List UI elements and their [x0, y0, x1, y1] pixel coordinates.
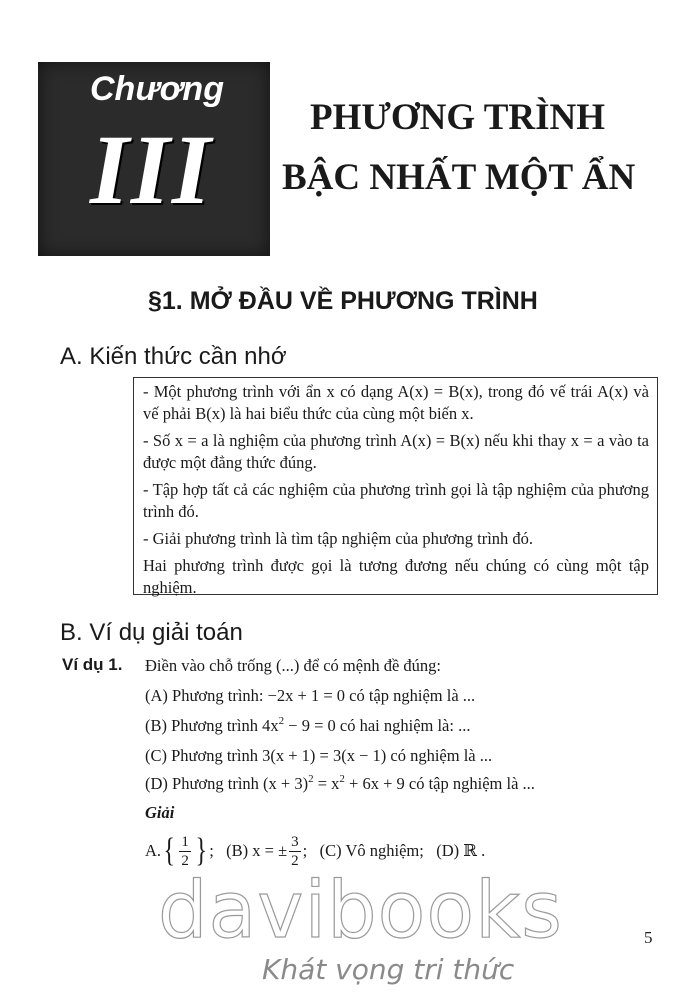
option-a: (A) Phương trình: −2x + 1 = 0 có tập nghiệm là ...: [145, 686, 476, 705]
chapter-title-line1: PHƯƠNG TRÌNH: [310, 97, 605, 138]
answer-b-fraction: $\frac{3}{2}$: [291, 833, 299, 869]
example-prompt: Điền vào chỗ trống (...) để có mệnh đề đúng:: [145, 656, 442, 675]
page-number: 5: [644, 928, 653, 947]
chapter-badge: [38, 62, 270, 256]
solution-label: Giải: [145, 803, 175, 822]
knowledge-item: - Giải phương trình là tìm tập nghiệm của phương trình đó.: [143, 529, 534, 548]
heading-knowledge: A. Kiến thức cần nhớ: [60, 343, 287, 370]
knowledge-item: Hai phương trình được gọi là tương đương nếu chúng có cùng một tập nghiệm.: [143, 556, 649, 597]
example-label: Ví dụ 1.: [62, 655, 123, 674]
knowledge-box: [133, 377, 658, 595]
answer-b-prefix: (B) x = ±: [226, 841, 288, 860]
right-brace-symbol: }: [195, 832, 207, 869]
heading-examples: B. Ví dụ giải toán: [60, 619, 243, 646]
chapter-word: Chương: [90, 70, 224, 108]
left-brace-symbol: {: [163, 832, 175, 869]
answer-d: (D) ℝ .: [436, 841, 486, 860]
answer-a-fraction: $\frac{1}{2}$: [181, 833, 189, 869]
chapter-number: III: [90, 114, 213, 225]
answers-line: A. { $\frac{1}{2}$ } ; (B) x = ± $\frac{3}{2}$ ; (C) Vô nghiệm; (D) ℝ .: [145, 832, 486, 869]
option-d: (D) Phương trình $(x + 3)^2 = x^2 + 6x + 9$ có tập nghiệm là ...: [145, 773, 535, 793]
watermark-logo: davibooks: [158, 866, 563, 956]
knowledge-item: - Tập hợp tất cả các nghiệm của phương trình gọi là tập nghiệm của phương trình đó.: [143, 480, 649, 521]
chapter-title-line2: BẬC NHẤT MỘT ẨN: [282, 157, 636, 198]
answer-c: (C) Vô nghiệm;: [319, 841, 424, 860]
knowledge-item: - Một phương trình với ẩn x có dạng A(x) = B(x), trong đó vế trái A(x) và vế phải B(x) là hai biểu thức của cùng một biến x.: [143, 382, 649, 423]
knowledge-item: - Số x = a là nghiệm của phương trình A(x) = B(x) nếu khi thay x = a vào ta được một đẳng thức đúng.: [143, 431, 649, 472]
option-c: (C) Phương trình 3(x + 1) = 3(x − 1) có nghiệm là ...: [145, 746, 493, 765]
watermark-tagline: Khát vọng tri thức: [262, 953, 515, 986]
section-title: §1. MỞ ĐẦU VỀ PHƯƠNG TRÌNH: [148, 287, 538, 315]
answer-a-prefix: A.: [145, 841, 162, 860]
option-b: (B) Phương trình $4x^2 - 9 = 0$ có hai nghiệm là: ...: [145, 715, 471, 735]
